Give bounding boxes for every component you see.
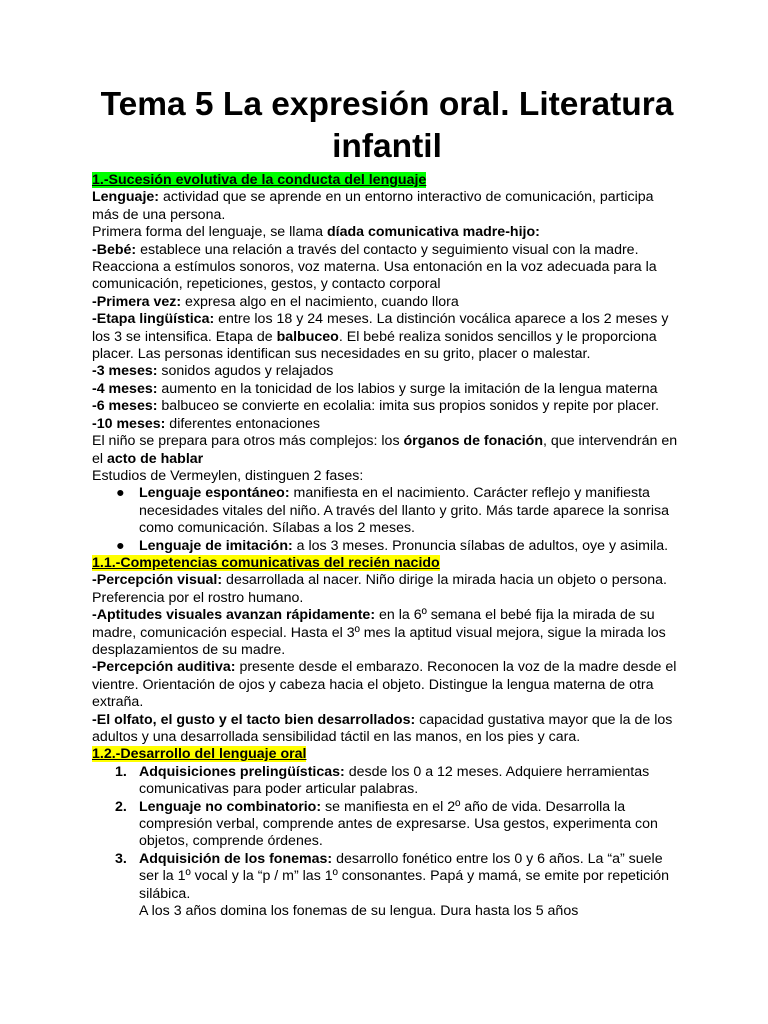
document-page (92, 84, 682, 920)
text: manifiesta en el nacimiento. Carácter reflejo y manifiesta necesidades vitales del niño. A través del llanto y grito. Más tarde aparece la sonrisa como comunicación. Sílabas a los 2 meses. (139, 485, 669, 537)
bullet-list-fases (92, 485, 682, 555)
term-primera-vez: -Primera vez: (92, 293, 182, 310)
paragraph-olfato (92, 712, 682, 747)
list-item (116, 537, 682, 555)
text: A los 3 años domina los fonemas de su lengua. Dura hasta los 5 años (139, 903, 579, 920)
text: desarrollada al nacer. Niño dirige la mirada hacia un objeto o persona. Preferencia por el rostro humano. (92, 572, 667, 606)
paragraph-percepcion-auditiva (92, 659, 682, 711)
text: en la 6º semana el bebé fija la mirada de su madre, comunicación especial. Hasta el 3º mes la aptitud visual mejora, sigue la mirada los desplazamientos de su madre. (92, 607, 666, 658)
text: sonidos agudos y relajados (157, 363, 334, 380)
text: establece una relación a través del contacto y seguimiento visual con la madre. Reacciona a estímulos sonoros, voz materna. Usa entonación en la voz adecuada para la comunicación, repeticiones, gestos, y contacto corporal (92, 241, 657, 293)
text: presente desde el embarazo. Reconocen la voz de la madre desde el vientre. Orientación de ojos y cabeza hacia el objeto. Distingue la lengua materna de otra extraña. (92, 659, 677, 711)
text: balbuceo se convierte en ecolalia: imita sus propios sonidos y repite por placer. (157, 398, 660, 415)
paragraph-percepcion-visual (92, 572, 682, 607)
term-diada: díada comunicativa madre-hijo: (327, 224, 540, 241)
paragraph-lenguaje (92, 189, 682, 224)
text: entre los 18 y 24 meses. La distinción vocálica aparece a los 2 meses y los 3 se intensifica. Etapa de (92, 311, 669, 345)
term-lenguaje: Lenguaje: (92, 189, 160, 206)
list-item (115, 763, 682, 799)
paragraph-primera-forma (92, 224, 682, 241)
term-acto-hablar: acto de hablar (106, 450, 204, 467)
list-number: 2. (115, 798, 127, 815)
text: desarrollo fonético entre los 0 y 6 años. La “a” suele ser la 1º vocal y la “p / m” las 1º consonantes. Papá y mamá, se emite por repetición silábica. (139, 850, 670, 902)
term-organos: órganos de fonación (403, 433, 544, 450)
paragraph-6-meses (92, 398, 682, 415)
paragraph-4-meses (92, 381, 682, 398)
list-item (115, 850, 682, 921)
paragraph-etapa-linguistica (92, 311, 682, 363)
list-item (115, 798, 682, 851)
term-balbuceo: balbuceo (276, 328, 339, 345)
term-fonemas: Adquisición de los fonemas: (139, 850, 333, 867)
text: capacidad gustativa mayor que la de los adultos y una desarrollada sensibilidad táctil en las manos, en los pies y cara. (92, 711, 673, 745)
text: se manifiesta en el 2º año de vida. Desarrolla la compresión verbal, comprende antes de expresarse. Usa gestos, experimenta con objetos, comprende órdenes. (139, 798, 658, 850)
text: , que intervendrán en el (92, 433, 678, 467)
section-heading-1-1-text: 1.1.-Competencias comunicativas del recién nacido (92, 554, 440, 571)
text: a los 3 meses. Pronuncia sílabas de adultos, oye y asimila. (292, 537, 669, 554)
text: El niño se prepara para otros más complejos: los (92, 433, 404, 450)
text: desde los 0 a 12 meses. Adquiere herramientas comunicativas para poder articular palabras. (139, 763, 650, 798)
paragraph-3-meses (92, 363, 682, 380)
term-3-meses: -3 meses: (92, 363, 158, 380)
numbered-list-desarrollo (92, 764, 682, 921)
section-heading-1-text: 1.-Sucesión evolutiva de la conducta del lenguaje (92, 172, 427, 188)
text: expresa algo en el nacimiento, cuando llora (181, 293, 459, 310)
term-percepcion-visual: -Percepción visual: (92, 572, 223, 589)
list-number: 1. (115, 763, 127, 780)
paragraph-organos (92, 433, 682, 468)
term-4-meses: -4 meses: (92, 380, 158, 397)
term-bebe: -Bebé: (92, 241, 137, 258)
term-imitacion: Lenguaje de imitación: (139, 537, 293, 554)
term-espontaneo: Lenguaje espontáneo: (139, 485, 290, 502)
text: Primera forma del lenguaje, se llama (92, 224, 327, 241)
term-aptitudes: -Aptitudes visuales avanzan rápidamente: (92, 607, 376, 624)
text: diferentes entonaciones (165, 415, 320, 432)
section-heading-1 (92, 172, 682, 189)
text: actividad que se aprende en un entorno interactivo de comunicación, participa más de una persona. (92, 189, 654, 223)
list-item (116, 485, 682, 537)
text: . El bebé realiza sonidos sencillos y le proporciona placer. Las personas identifican sus necesidades en su grito, placer o malestar. (92, 328, 657, 363)
term-prelinguisticas: Adquisiciones prelingüísticas: (139, 763, 345, 780)
section-heading-1-2 (92, 746, 682, 763)
section-heading-1-2-text: 1.2.-Desarrollo del lenguaje oral (92, 746, 307, 763)
list-number: 3. (115, 850, 127, 867)
term-10-meses: -10 meses: (92, 415, 166, 432)
paragraph-aptitudes-visuales (92, 607, 682, 659)
term-no-combinatorio: Lenguaje no combinatorio: (139, 798, 322, 815)
bullet-icon: ● (116, 537, 125, 554)
term-6-meses: -6 meses: (92, 398, 158, 415)
page-title: Tema 5 La expresión oral. Literatura infantil (100, 86, 674, 165)
text: aumento en la tonicidad de los labios y surge la imitación de la lengua materna (157, 380, 658, 397)
paragraph-vermeylen: Estudios de Vermeylen, distinguen 2 fases: (92, 467, 364, 484)
bullet-icon: ● (116, 485, 125, 502)
paragraph-10-meses (92, 416, 682, 433)
paragraph-bebe (92, 242, 682, 294)
term-olfato: -El olfato, el gusto y el tacto bien desarrollados: (92, 711, 416, 728)
term-percepcion-auditiva: -Percepción auditiva: (92, 659, 236, 676)
section-heading-1-1 (92, 555, 682, 572)
term-etapa: -Etapa lingüística: (92, 311, 215, 328)
paragraph-primera-vez (92, 294, 682, 311)
